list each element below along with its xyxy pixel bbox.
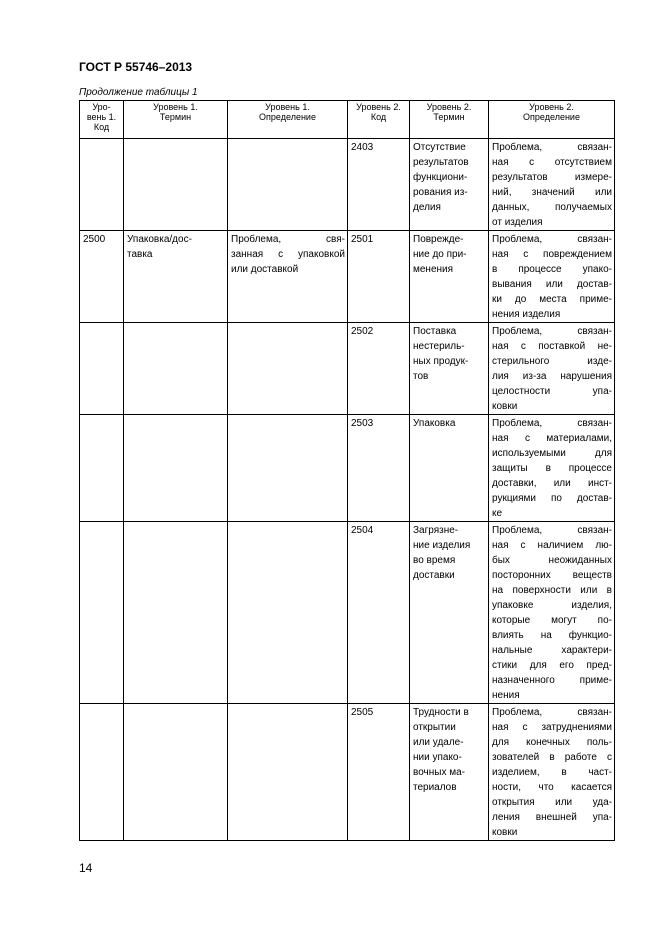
level1-term-cell	[124, 415, 228, 522]
header-level2-code: Уровень 2. Код	[348, 101, 410, 139]
table-row	[80, 415, 615, 522]
level1-term-cell	[124, 704, 228, 841]
level2-definition-cell: Проблема, связан- ная с наличием лю- бых неожиданных посторонних веществ на поверхности или в упаковке изделия, которые могут по- влиять на функцио- нальные характери- стики для его пред- назначенного приме- нения	[489, 522, 615, 704]
level2-code-cell: 2502	[348, 323, 410, 415]
header-level1-code: Уро- вень 1. Код	[80, 101, 124, 139]
level1-definition-cell	[228, 415, 348, 522]
level2-definition-cell: Проблема, связан- ная с поставкой не- стерильного изде- лия из-за нарушения целостности упа- ковки	[489, 323, 615, 415]
level2-code-cell: 2503	[348, 415, 410, 522]
page-number: 14	[79, 861, 93, 875]
level1-code-cell	[80, 704, 124, 841]
level2-definition-cell: Проблема, связан- ная с отсутствием результатов измере- ний, значений или данных, получаемых от изделия	[489, 139, 615, 231]
table-row	[80, 231, 615, 323]
level2-definition-cell: Проблема, связан- ная с затруднениями для конечных поль- зователей в работе с изделием, в част- ности, что касается открытия или уда- ления внешней упа- ковки	[489, 704, 615, 841]
level2-code-cell: 2505	[348, 704, 410, 841]
level2-term-cell: Отсутствие результатов функциони- рования из- делия	[410, 139, 489, 231]
level1-code-cell	[80, 139, 124, 231]
header-level1-term: Уровень 1. Термин	[124, 101, 228, 139]
level1-term-cell: Упаковка/дос- тавка	[124, 231, 228, 323]
document-code: ГОСТ Р 55746–2013	[79, 60, 193, 74]
level2-term-cell: Поврежде- ние до при- менения	[410, 231, 489, 323]
table-row	[80, 522, 615, 704]
table-caption: Продолжение таблицы 1	[79, 87, 198, 98]
level1-definition-cell: Проблема, свя- занная с упаковкой или доставкой	[228, 231, 348, 323]
level2-term-cell: Поставка нестериль- ных продук- тов	[410, 323, 489, 415]
table-row	[80, 139, 615, 231]
level2-code-cell: 2501	[348, 231, 410, 323]
level1-definition-cell	[228, 139, 348, 231]
level1-code-cell	[80, 415, 124, 522]
table-row	[80, 323, 615, 415]
level2-term-cell: Загрязне- ние изделия во время доставки	[410, 522, 489, 704]
level2-term-cell: Упаковка	[410, 415, 489, 522]
level2-code-cell: 2504	[348, 522, 410, 704]
level1-definition-cell	[228, 704, 348, 841]
level1-definition-cell	[228, 522, 348, 704]
level1-term-cell	[124, 323, 228, 415]
data-table	[79, 100, 615, 841]
table-header-row	[80, 101, 615, 139]
level1-definition-cell	[228, 323, 348, 415]
header-level2-term: Уровень 2. Термин	[410, 101, 489, 139]
level2-definition-cell: Проблема, связан- ная с материалами, используемыми для защиты в процессе доставки, или инст- рукциями по достав- ке	[489, 415, 615, 522]
level1-code-cell	[80, 522, 124, 704]
header-level2-definition: Уровень 2. Определение	[489, 101, 615, 139]
level2-code-cell: 2403	[348, 139, 410, 231]
level1-code-cell: 2500	[80, 231, 124, 323]
level1-term-cell	[124, 522, 228, 704]
header-level1-definition: Уровень 1. Определение	[228, 101, 348, 139]
table-row	[80, 704, 615, 841]
level2-term-cell: Трудности в открытии или удале- нии упако- вочных ма- териалов	[410, 704, 489, 841]
level1-code-cell	[80, 323, 124, 415]
level1-term-cell	[124, 139, 228, 231]
level2-definition-cell: Проблема, связан- ная с повреждением в процессе упако- вывания или достав- ки до места приме- нения изделия	[489, 231, 615, 323]
